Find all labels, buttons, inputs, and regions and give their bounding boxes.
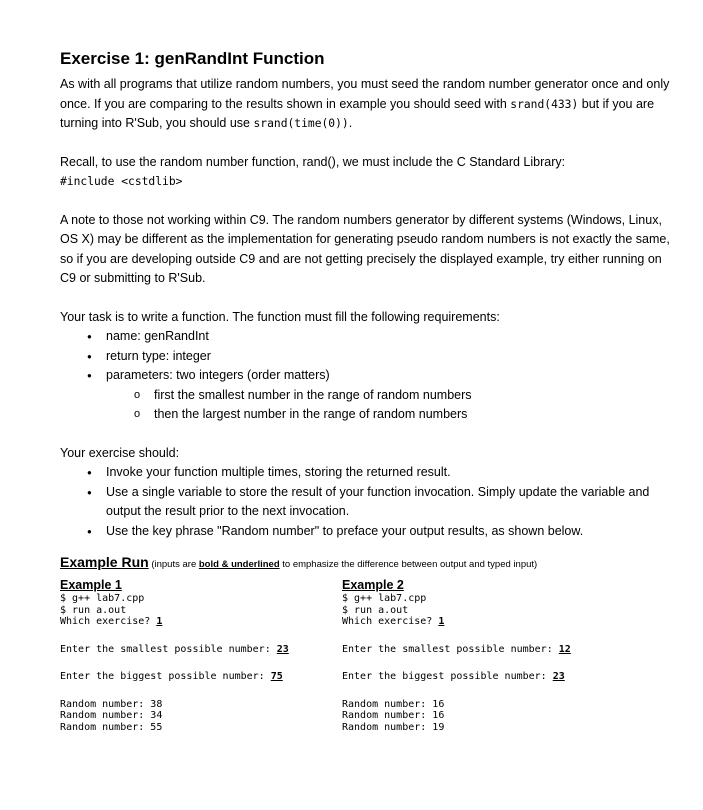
code-line: $ run a.out [60,604,127,616]
prompt-text: Enter the biggest possible number: [60,671,271,682]
example-run-heading [60,553,670,574]
example-2 [342,578,624,733]
should-list [60,463,670,541]
example-title: Example 1 [60,578,122,592]
typed-input: 12 [558,643,571,655]
code-line [342,671,624,683]
sub-list-item: o first the smallest number in the range of random numbers [60,386,670,406]
should-intro: Your exercise should: [60,445,180,460]
typed-input: 75 [270,671,283,682]
code-line [60,644,342,656]
typed-input: 1 [156,616,163,627]
typed-input: 1 [438,616,445,627]
note-emphasis: bold & underlined [198,559,280,570]
requirements-list [60,327,670,425]
note-text-a: (inputs are [148,559,199,570]
typed-input: 23 [552,671,565,682]
seed-text-b: but if you are turning into R'Sub, you should use [60,96,655,130]
code-line [342,644,624,656]
output-line: Random number: 16 [342,710,445,721]
srand-time-code: srand(time(0)) [253,117,349,130]
document-page [60,48,670,733]
output-line: Random number: 34 [60,710,163,721]
c9-note-paragraph: A note to those not working within C9. The random numbers generator by different systems (Windows, Linux, OS X) may be different as the implementation for generating pseudo random numbers is not exactly the same, so if you are developing outside C9 and are not getting precisely the displayed example, try either running on C9 or submitting to R'Sub. [60,212,670,285]
output-line: Random number: 38 [60,698,163,710]
code-line: $ g++ lab7.cpp [60,593,145,604]
code-line: $ g++ lab7.cpp [342,593,427,604]
output-line: Random number: 16 [342,698,445,710]
sub-list-item: o then the largest number in the range of random numbers [60,405,670,425]
code-line [60,616,342,628]
list-item: ● Use the key phrase "Random number" to preface your output results, as shown below. [60,522,670,542]
example-title: Example 2 [342,578,404,592]
seed-text-a: As with all programs that utilize random numbers, you must seed the random number generator once and only once. If you are comparing to the results shown in example you should seed with [60,77,670,111]
example-run-title: Example Run [60,554,149,570]
srand-433-code: srand(433) [510,97,579,111]
prompt-text: Enter the smallest possible number: [60,643,277,655]
seed-text-c: . [348,116,353,130]
page-title: Exercise 1: genRandInt Function [60,49,325,68]
output-line: Random number: 55 [60,721,163,733]
list-item: ● name: genRandInt [60,327,670,347]
include-code: #include <cstdlib> [60,175,183,188]
example-1 [60,578,342,733]
output-line: Random number: 19 [342,721,445,733]
list-item: ● Invoke your function multiple times, storing the returned result. [60,463,670,483]
example-run-note [149,559,537,570]
prompt-text: Which exercise? [342,616,439,627]
prompt-text: Enter the smallest possible number: [342,643,559,655]
code-line [60,671,342,683]
code-line: $ run a.out [342,604,409,616]
note-text-c: to emphasize the difference between output and typed input) [279,559,538,570]
list-item: ● parameters: two integers (order matters) [60,366,670,386]
typed-input: 23 [276,643,289,655]
task-intro: Your task is to write a function. The function must fill the following requirements: [60,309,500,324]
prompt-text: Enter the biggest possible number: [342,671,553,682]
list-item: ● return type: integer [60,347,670,367]
list-item: ● Use a single variable to store the result of your function invocation. Simply update the variable and output the result prior to the next invocation. [60,483,670,522]
prompt-text: Which exercise? [60,616,157,627]
examples-row [60,578,670,733]
recall-paragraph: Recall, to use the random number function, rand(), we must include the C Standard Library: [60,154,566,169]
seed-paragraph [60,75,670,134]
code-line [342,616,624,628]
